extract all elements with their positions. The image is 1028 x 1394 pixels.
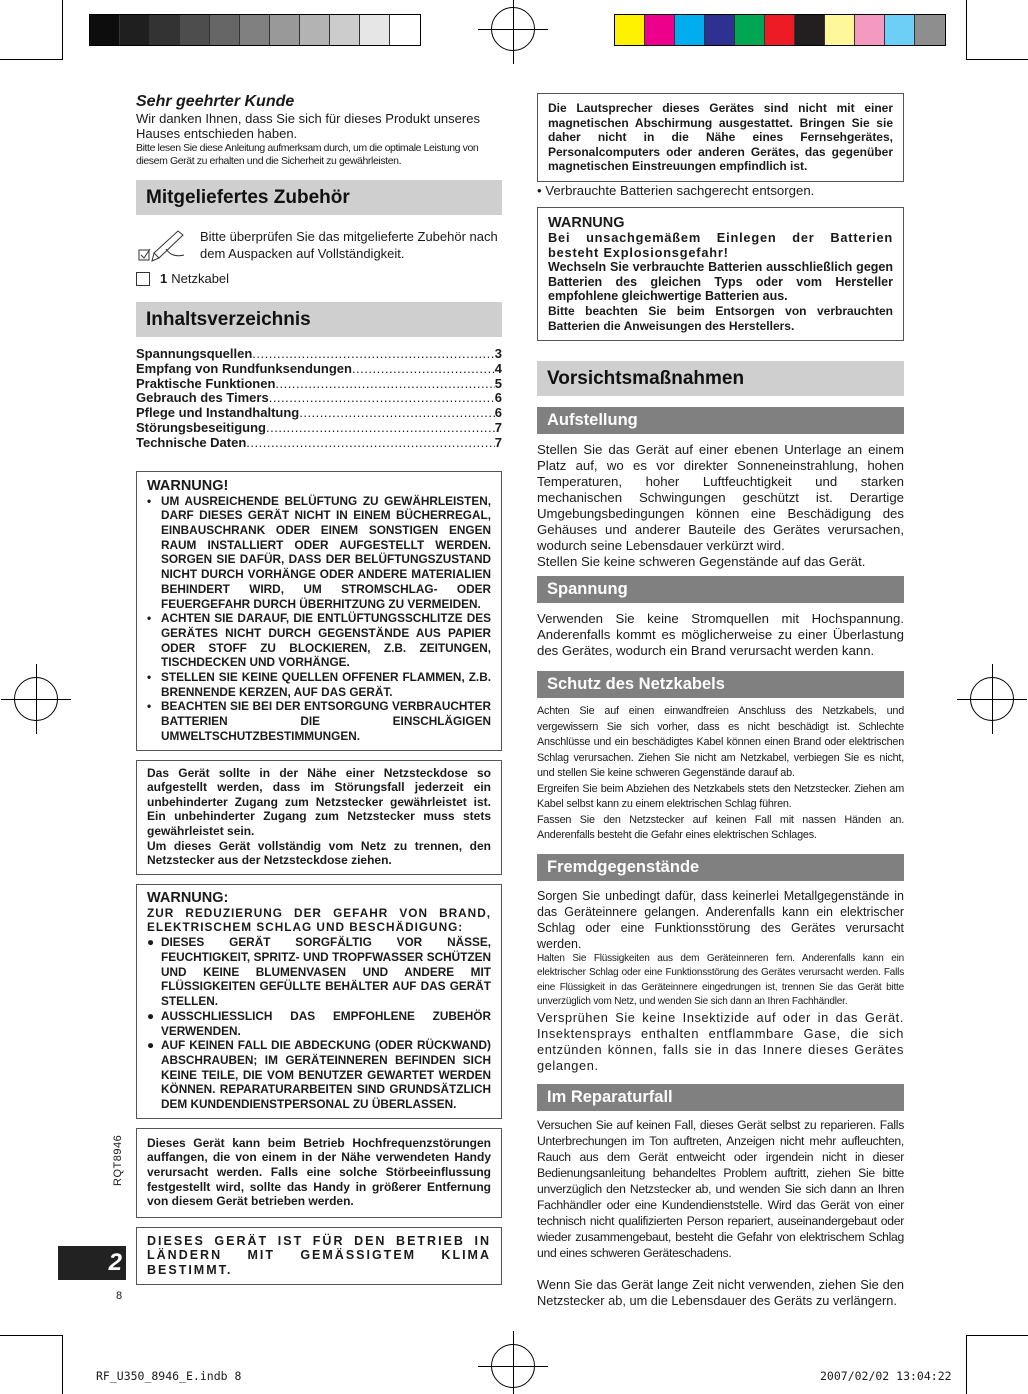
crop-mark xyxy=(0,1335,62,1336)
warning-ventilation-box xyxy=(136,471,502,751)
toc-entry[interactable] xyxy=(136,347,502,362)
accessory-label: Netzkabel xyxy=(171,271,230,286)
accessory-checkbox[interactable] xyxy=(136,272,150,286)
color-swatch xyxy=(270,15,300,45)
warning-item xyxy=(147,611,491,670)
page-number: 8 xyxy=(116,1290,123,1302)
color-swatch xyxy=(795,15,825,45)
bullet-icon: ● xyxy=(147,1008,155,1023)
color-swatch xyxy=(360,15,390,45)
registration-mark-right xyxy=(970,677,1014,721)
color-swatch xyxy=(90,15,120,45)
cmyk-color-bar xyxy=(614,14,946,46)
accessory-item xyxy=(136,271,502,286)
color-swatch xyxy=(765,15,795,45)
repair-heading: Im Reparaturfall xyxy=(537,1084,904,1111)
toc-leader-dots xyxy=(252,347,494,362)
speaker-text: Die Lautsprecher dieses Gerätes sind nicht mit einer magnetischen Abschirmung ausgestattet. Bringen Sie sie daher nicht in die Nähe eines Fernsehgerätes, Personalcomputers oder anderen Gerätes, das gegenüber magnetischen Einstreuungen empfindlich ist. xyxy=(548,101,893,174)
warning-item-text: AUSSCHLIESSLICH DAS EMPFOHLENE ZUBEHÖR VERWENDEN. xyxy=(161,1008,491,1038)
toc-entry-page: 6 xyxy=(494,390,502,406)
accessories-check-text: Bitte überprüfen Sie das mitgelieferte Zubehör nach dem Auspacken auf Vollständigkeit. xyxy=(200,229,498,261)
warning-item-text: ACHTEN SIE DARAUF, DIE ENTLÜFTUNGSSCHLITZE DES GERÄTES NICHT DURCH GEGENSTÄNDE AUS PAPIER ODER STOFF ZU BLOCKIEREN, Z.B. ZEITUNGEN, TISCHDECKEN UND VORHÄNGE. xyxy=(161,611,491,670)
precautions-heading: Vorsichtsmaßnahmen xyxy=(537,361,904,396)
warning-fire-box xyxy=(136,884,502,1119)
toc-entry[interactable] xyxy=(136,436,502,451)
warning-item-text: UM AUSREICHENDE BELÜFTUNG ZU GEWÄHRLEISTEN, DARF DIESES GERÄT NICHT IN EINEM BÜCHERREGAL, EINBAUSCHRANK ODER EINEM SONSTIGEN ENGEN RAUM INSTALLIERT ODER AUFGESTELLT WERDEN. SORGEN SIE DAFÜR, DASS DER BELÜFTUNGSZUSTAND NICHT DURCH VORHÄNGE ODER ANDERE MATERIALIEN BEHINDERT WIRD, UM STROMSCHLAG- ODER FEUERGEFAHR DURCH ÜBERHITZUNG ZU VERMEIDEN. xyxy=(161,493,491,611)
toc-leader-dots xyxy=(275,377,494,392)
right-column xyxy=(537,93,904,1309)
warning-item-text: BEACHTEN SIE BEI DER ENTSORGUNG VERBRAUCHTER BATTERIEN DIE EINSCHLÄGIGEN UMWELTSCHUTZBESTIMMUNGEN. xyxy=(161,699,491,743)
accessories-check-row xyxy=(136,225,502,265)
battery-warning-line-2: Wechseln Sie verbrauchte Batterien ausschließlich gegen Batterien des gleichen Typs oder vom Hersteller empfohlene gleichwertige Batterien aus. xyxy=(548,260,893,304)
color-swatch xyxy=(705,15,735,45)
voltage-heading: Spannung xyxy=(537,576,904,603)
bullet-icon: • xyxy=(147,493,152,508)
left-column xyxy=(136,93,502,1285)
battery-warning-line-3: Bitte beachten Sie beim Entsorgen von verbrauchten Batterien die Anweisungen des Herstellers. xyxy=(548,303,893,333)
color-swatch xyxy=(390,15,420,45)
speaker-box xyxy=(537,93,904,182)
warning-item-text: DIESES GERÄT SORGFÄLTIG VOR NÄSSE, FEUCHTIGKEIT, SPRITZ- UND TROPFWASSER SCHÜTZEN UND KEINE BLUMENVASEN UND ANDERE MIT FLÜSSIGKEITEN GEFÜLLTE BEHÄLTER AUF DAS GERÄT STELLEN. xyxy=(161,935,491,1009)
toc-entry[interactable] xyxy=(136,377,502,392)
socket-text-2: Um dieses Gerät vollständig vom Netz zu trennen, den Netzstecker aus der Netzsteckdose ziehen. xyxy=(147,838,491,868)
registration-mark-bottom xyxy=(491,1344,535,1388)
accessories-heading: Mitgeliefertes Zubehör xyxy=(136,180,502,215)
toc-entry-page: 5 xyxy=(494,375,502,391)
color-swatch xyxy=(735,15,765,45)
accessory-qty: 1 xyxy=(160,271,168,286)
color-swatch xyxy=(240,15,270,45)
toc-entry-page: 3 xyxy=(494,346,502,361)
color-swatch xyxy=(180,15,210,45)
table-of-contents xyxy=(136,347,502,451)
bullet-icon: • xyxy=(147,699,152,714)
greeting-small-text: Bitte lesen Sie diese Anleitung aufmerksam durch, um die optimale Leistung von diesem Gerät zu erhalten und die Sicherheit zu gewährleisten. xyxy=(136,142,479,167)
bullet-icon: • xyxy=(147,611,152,626)
toc-entry-label: Spannungsquellen xyxy=(136,346,253,361)
climate-text: DIESES GERÄT IST FÜR DEN BETRIEB IN LÄNDERN MIT GEMÄSSIGTEM KLIMA BESTIMMT. xyxy=(147,1233,491,1278)
greeting-text: Wir danken Ihnen, dass Sie sich für dieses Produkt unseres Hauses entschieden haben. xyxy=(136,111,480,141)
warning-item xyxy=(147,670,491,699)
toc-entry-page: 6 xyxy=(494,405,502,421)
warning-item xyxy=(147,494,491,612)
toc-leader-dots xyxy=(352,362,495,377)
footer-timestamp: 2007/02/02 13:04:22 xyxy=(820,1369,952,1383)
repair-text: Versuchen Sie auf keinen Fall, dieses Gerät selbst zu reparieren. Falls Unterbrechungen im Ton auftreten, Anzeigen nicht mehr aufleuchten, Rauch aus dem Gerät entweicht oder irgendein nicht in dieser Bedienungsanleitung behandeltes Problem auftritt, ziehen Sie bitte unverzüglich den Netzstecker ab, und wenden Sie sich dann an Ihren Fachhändler oder eine Kundendienststelle. Wird das Gerät von einer technisch nicht qualifizierten Person repariert, auseinandergebaut oder wieder zusammengebaut, besteht die Gefahr von elektrischem Schlag und eines schweren Geräteschadens. xyxy=(537,1117,904,1260)
cable-text-3: Fassen Sie den Netzstecker auf keinen Fall mit nassen Händen an. Anderenfalls besteht die Gefahr eines elektrischen Schlages. xyxy=(537,813,904,842)
crop-mark xyxy=(966,1335,1028,1336)
color-swatch xyxy=(210,15,240,45)
greeting-title: Sehr geehrter Kunde xyxy=(136,93,295,110)
warning-list xyxy=(147,935,491,1111)
warning-item xyxy=(147,1038,491,1112)
crop-mark xyxy=(966,59,1028,60)
toc-entry-label: Gebrauch des Timers xyxy=(136,390,269,406)
crop-mark xyxy=(62,0,63,60)
warning-item xyxy=(147,935,491,1009)
crop-mark xyxy=(62,1335,63,1394)
toc-entry-page: 7 xyxy=(494,419,502,435)
toc-leader-dots xyxy=(269,391,495,406)
color-swatch xyxy=(150,15,180,45)
toc-entry-label: Technische Daten xyxy=(136,434,247,450)
color-swatch xyxy=(615,15,645,45)
color-swatch xyxy=(675,15,705,45)
warning-item xyxy=(147,699,491,743)
cable-heading: Schutz des Netzkabels xyxy=(537,671,904,698)
registration-mark-top xyxy=(491,7,535,51)
warning-item-text: STELLEN SIE KEINE QUELLEN OFFENER FLAMMEN, Z.B. BRENNENDE KERZEN, AUF DAS GERÄT. xyxy=(161,670,491,699)
warning-title: WARNUNG! xyxy=(147,477,229,494)
handy-box xyxy=(136,1128,502,1218)
color-swatch xyxy=(330,15,360,45)
toc-entry[interactable] xyxy=(136,406,502,421)
bullet-icon: • xyxy=(147,670,152,685)
handy-text: Dieses Gerät kann beim Betrieb Hochfrequenzstörungen auffangen, die von einem in der Nähe verwendeten Handy verursacht werden. Falls eine solche Störbeeinflussung festgestellt wird, sollte das Handy in größerer Entfernung von diesem Gerät betrieben werden. xyxy=(147,1135,491,1209)
toc-entry-page: 4 xyxy=(494,360,502,376)
foreign-objects-text-2: Halten Sie Flüssigkeiten aus dem Geräteinneren fern. Anderenfalls kann ein elektrischer Schlag oder eine Funktionsstörung des Gerätes verursacht werden. Falls eine Flüssigkeit in das Geräteinnere eingedrungen ist, trennen Sie das Gerät bitte unverzüglich vom Netz, und wenden Sie sich dann an Ihren Fachhändler. xyxy=(537,952,904,1008)
page-tab: 2 xyxy=(58,1246,126,1280)
crop-mark xyxy=(966,1335,967,1394)
color-swatch xyxy=(885,15,915,45)
warning-item xyxy=(147,1009,491,1038)
socket-text: Das Gerät sollte in der Nähe einer Netzsteckdose so aufgestellt werden, dass im Störungsfall jederzeit ein unbehinderter Zugang zum Netzstecker gewährleistet ist. Ein unbehinderter Zugang zum Netzstecker muss stets gewährleistet sein. xyxy=(147,765,491,838)
cable-text: Achten Sie auf einen einwandfreien Anschluss des Netzkabels, und vergewissern Sie sich vorher, dass es nicht beschädigt ist. Schlechte Anschlüsse und ein beschädigtes Kabel können einen Brand oder elektrischen Schlag verursachen. Ziehen Sie nicht am Netzkabel, verbiegen Sie es nicht, und stellen Sie keine schweren Gegenstände darauf ab. xyxy=(537,705,904,780)
pen-check-icon xyxy=(136,225,192,265)
toc-leader-dots xyxy=(266,421,495,436)
color-swatch xyxy=(120,15,150,45)
toc-entry-label: Störungsbeseitigung xyxy=(136,419,266,435)
toc-entry[interactable] xyxy=(136,391,502,406)
climate-box xyxy=(136,1227,502,1285)
repair-text-2: Wenn Sie das Gerät lange Zeit nicht verwenden, ziehen Sie den Netzstecker ab, um die Lebensdauer des Geräts zu verlängern. xyxy=(537,1276,904,1308)
color-swatch xyxy=(915,15,945,45)
footer-file-name: RF_U350_8946_E.indb 8 xyxy=(96,1369,242,1383)
bullet-icon: ● xyxy=(147,1038,155,1053)
warning-list xyxy=(147,494,491,744)
foreign-objects-text-3: Versprühen Sie keine Insektizide auf oder in das Gerät. Insektensprays enthalten entflammbare Gase, die sich entzünden können, falls sie in das Innere dieses Gerätes gelangen. xyxy=(537,1009,904,1073)
crop-mark xyxy=(966,0,967,60)
battery-warning-line-1: Bei unsachgemäßem Einlegen der Batterien besteht Explosionsgefahr! xyxy=(548,229,893,260)
color-swatch xyxy=(855,15,885,45)
toc-entry[interactable] xyxy=(136,421,502,436)
crop-mark xyxy=(0,59,62,60)
warning-item-text: AUF KEINEN FALL DIE ABDECKUNG (ODER RÜCKWAND) ABSCHRAUBEN; IM GERÄTEINNEREN BEFINDEN SICH KEINE TEILE, DIE VOM BENUTZER GEWARTET WERDEN KÖNNEN. REPARATURARBEITEN SIND GRUNDSÄTZLICH DEM KUNDENDIENSTPERSONAL ZU ÜBERLASSEN. xyxy=(161,1038,491,1112)
color-swatch xyxy=(825,15,855,45)
toc-entry-label: Pflege und Instandhaltung xyxy=(136,405,300,421)
gray-color-bar xyxy=(89,14,421,46)
toc-leader-dots xyxy=(299,406,495,421)
warning-title: WARNUNG: xyxy=(147,889,229,906)
socket-box xyxy=(136,760,502,875)
model-code: RQT8946 xyxy=(112,1134,124,1186)
color-swatch xyxy=(300,15,330,45)
setup-text-2: Stellen Sie keine schweren Gegenstände auf das Gerät. xyxy=(537,554,866,570)
battery-note: • Verbrauchte Batterien sachgerecht entsorgen. xyxy=(537,182,815,198)
registration-mark-left xyxy=(14,677,58,721)
cable-text-2: Ergreifen Sie beim Abziehen des Netzkabels stets den Netzstecker. Ziehen am Kabel selbst kann zu einem elektrischen Schlag führen. xyxy=(537,782,904,811)
foreign-objects-text: Sorgen Sie unbedingt dafür, dass keinerlei Metallgegenstände in das Geräteinnere gelangen. Anderenfalls kann ein elektrischer Schlag oder eine Funktionsstörung des Gerätes verursacht werden. xyxy=(537,888,904,951)
voltage-text: Verwenden Sie keine Stromquellen mit Hochspannung. Anderenfalls kommt es möglicherweise zu einer Überlastung des Gerätes, wodurch ein Brand verursacht werden kann. xyxy=(537,611,904,659)
battery-warning-box xyxy=(537,207,904,341)
toc-entry[interactable] xyxy=(136,362,502,377)
color-swatch xyxy=(645,15,675,45)
foreign-objects-heading: Fremdgegenstände xyxy=(537,854,904,881)
warning-title: WARNUNG xyxy=(548,214,625,231)
toc-heading: Inhaltsverzeichnis xyxy=(136,302,502,337)
bullet-icon: ● xyxy=(147,935,155,950)
setup-text: Stellen Sie das Gerät auf einer ebenen Unterlage an einem Platz auf, wo es vor direkter Sonneneinstrahlung, hohen Temperaturen, hoher Luftfeuchtigkeit und starken mechanischen Schwingungen geschützt ist. Derartige Umgebungsbedingungen können eine Beschädigung des Gehäuses und anderer Bauteile des Gerätes verursachen, wodurch seine Lebensdauer verkürzt wird. xyxy=(537,442,904,554)
toc-leader-dots xyxy=(246,436,494,451)
toc-entry-page: 7 xyxy=(494,434,502,450)
toc-entry-label: Empfang von Rundfunksendungen xyxy=(136,360,352,376)
setup-heading: Aufstellung xyxy=(537,407,904,434)
warning-lead: ZUR REDUZIERUNG DER GEFAHR VON BRAND, ELEKTRISCHEM SCHLAG UND BESCHÄDIGUNG: xyxy=(147,905,491,935)
toc-entry-label: Praktische Funktionen xyxy=(136,375,276,391)
